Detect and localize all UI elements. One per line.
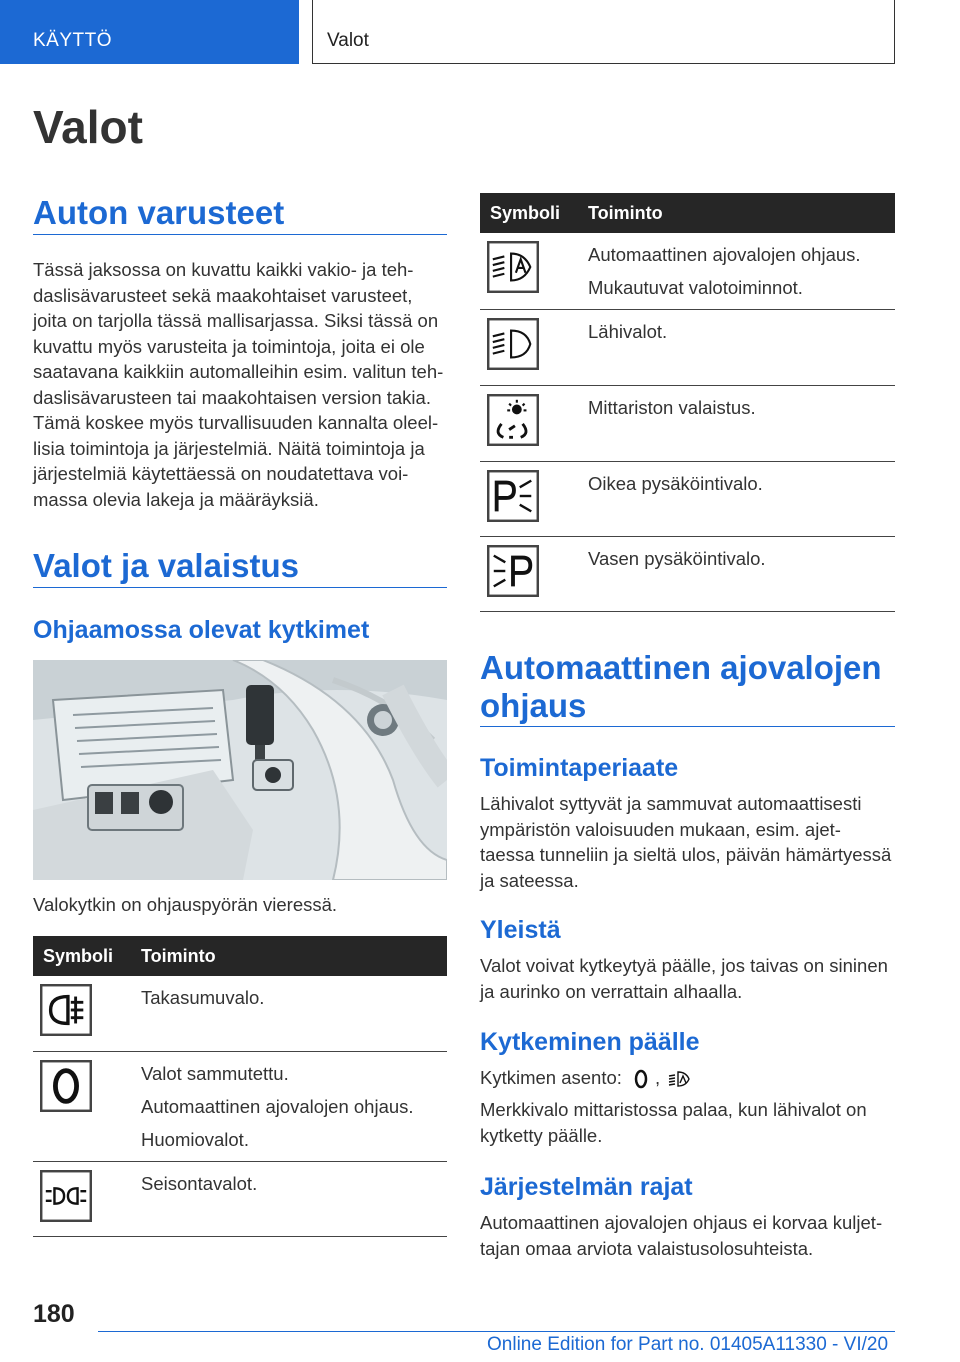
table-header-row [33, 936, 447, 976]
low-beam-icon [487, 318, 539, 370]
heading-rule [33, 234, 447, 235]
heading-yleista: Yleistä [480, 916, 561, 944]
symbol-cell [480, 462, 578, 537]
text-line: saatavana kaikkiin automalleihin esim. valitun teh- [33, 361, 444, 382]
function-text: Seisontavalot. [141, 1172, 258, 1194]
symbol-cell [480, 310, 578, 386]
function-cell [578, 537, 895, 612]
heading-ohjaamossa: Ohjaamossa olevat kytkimet [33, 616, 370, 644]
text-line: ympäristön valoisuuden mukaan, esim. ajet- [480, 818, 841, 840]
instrument-lighting-icon [487, 394, 539, 446]
intro-paragraph [33, 257, 453, 512]
symbol-cell [33, 976, 131, 1051]
function-text: Mittariston valaistus. [588, 397, 756, 418]
heading-auton-varusteet: Auton varusteet [33, 194, 285, 231]
table-row [33, 1161, 447, 1236]
yleista-paragraph [480, 953, 900, 1004]
function-cell [578, 310, 895, 386]
text-line: taessa tunneliin ja sieltä ulos, päivän hämärtyessä [480, 844, 892, 865]
text-line: tajan omaa arviota valaistusolosuhteista. [480, 1237, 814, 1259]
table-row [33, 1051, 447, 1161]
text-line: ja aurinko on verrattain alhaalla. [480, 980, 743, 1002]
symbol-cell [33, 1051, 131, 1161]
function-text: Mukautuvat valotoiminnot. [588, 277, 803, 298]
col-header-symbol: Symboli [33, 936, 131, 976]
text-line: kuvattu myös varusteita ja toimintoja, joita ei ole [33, 335, 425, 357]
text-line: Tässä jaksossa on kuvattu kaikki vakio- ja teh- [33, 259, 414, 280]
dashboard-illustration [33, 660, 447, 880]
text-line: Tämä koskee myös turvallisuuden kannalta oleel- [33, 412, 439, 433]
heading-valot-ja-valaistus: Valot ja valaistus [33, 547, 299, 584]
heading-line: ohjaus [480, 687, 587, 724]
heading-line: Automaattinen ajovalojen [480, 649, 882, 686]
text-line: lisia toimintoja ja järjestelmiä. Näitä toimintoja ja [33, 437, 425, 459]
switch-position-separator: , [655, 1067, 661, 1088]
symbol-cell [480, 537, 578, 612]
photo-caption: Valokytkin on ohjauspyörän vieressä. [33, 894, 338, 915]
heading-toimintaperiaate: Toimintaperiaate [480, 754, 679, 782]
function-text: Huomiovalot. [141, 1128, 249, 1150]
function-text: Oikea pysäköintivalo. [588, 473, 763, 494]
function-text: Automaattinen ajovalojen ohjaus. [141, 1095, 414, 1117]
section-header-label: Valot [327, 30, 369, 51]
kytkeminen-paragraph [480, 1065, 900, 1148]
function-text: Lähivalot. [588, 321, 668, 342]
text-line: ja sateessa. [480, 869, 579, 891]
heading-automaattinen-ajovalojen-ohjaus [480, 649, 882, 725]
zero-position-icon [630, 1067, 652, 1091]
switch-position-label: Kytkimen asento: [480, 1067, 622, 1088]
col-header-symbol: Symboli [480, 193, 578, 233]
auto-headlight-icon [668, 1067, 690, 1091]
heading-jarjestelman-rajat: Järjestelmän rajat [480, 1173, 693, 1201]
function-cell [131, 1051, 447, 1161]
auto-headlight-icon [487, 241, 539, 293]
text-line: Lähivalot syttyvät ja sammuvat automaattisesti [480, 793, 862, 814]
page-number: 180 [33, 1300, 75, 1328]
function-cell [578, 462, 895, 537]
col-header-function: Toiminto [131, 936, 447, 976]
heading-rule [33, 587, 447, 588]
lights-off-zero-icon [40, 1060, 92, 1112]
text-line: joita on tarjolla tässä mallisarjassa. Siksi tässä on [33, 310, 439, 331]
function-text: Vasen pysäköintivalo. [588, 548, 766, 569]
function-cell [578, 386, 895, 462]
symbol-cell [480, 386, 578, 462]
function-text: Automaattinen ajovalojen ohjaus. [588, 244, 861, 265]
function-cell [131, 976, 447, 1051]
table-row [480, 462, 895, 537]
footer-rule [98, 1331, 895, 1332]
page-title: Valot [33, 101, 143, 153]
left-parking-light-icon [487, 545, 539, 597]
function-cell [131, 1161, 447, 1236]
chapter-label: KÄYTTÖ [33, 30, 113, 51]
table-row [480, 310, 895, 386]
rear-fog-light-icon [40, 984, 92, 1036]
function-text: Valot sammutettu. [141, 1062, 289, 1084]
parking-lights-icon [40, 1170, 92, 1222]
rajat-paragraph [480, 1210, 900, 1261]
edition-link[interactable]: Online Edition for Part no. 01405A11330 - VI/20 [487, 1334, 889, 1355]
col-header-function: Toiminto [578, 193, 895, 233]
left-symbol-table [33, 936, 447, 1237]
function-cell [578, 233, 895, 310]
toimintaperiaate-paragraph [480, 791, 900, 893]
text-line: daslisävarusteet sekä maakohtaiset varusteet, [33, 284, 413, 306]
table-header-row [480, 193, 895, 233]
text-line: kytketty päälle. [480, 1124, 603, 1146]
heading-rule [480, 726, 895, 727]
switch-position-line [480, 1065, 900, 1091]
text-line: daslisävarusteen tai maakohtaisen version takia. [33, 386, 431, 408]
chapter-tab[interactable] [0, 0, 299, 64]
text-line: massa olevia lakeja ja määräyksiä. [33, 488, 319, 510]
text-line: järjestelmiä käytettäessä on noudatettava voi- [33, 463, 409, 484]
right-parking-light-icon [487, 470, 539, 522]
function-text: Takasumuvalo. [141, 987, 265, 1008]
table-row [480, 233, 895, 310]
heading-kytkeminen-paalle: Kytkeminen päälle [480, 1028, 700, 1056]
text-line: Automaattinen ajovalojen ohjaus ei korvaa kuljet- [480, 1212, 883, 1233]
section-header [312, 0, 895, 64]
symbol-cell [480, 233, 578, 310]
table-row [33, 976, 447, 1051]
text-line: Valot voivat kytkeytyä päälle, jos taivas on sininen [480, 955, 888, 976]
table-row [480, 386, 895, 462]
table-row [480, 537, 895, 612]
light-switch-photo [33, 660, 447, 880]
text-line: Merkkivalo mittaristossa palaa, kun lähivalot on [480, 1099, 867, 1121]
right-symbol-table [480, 193, 895, 612]
symbol-cell [33, 1161, 131, 1236]
